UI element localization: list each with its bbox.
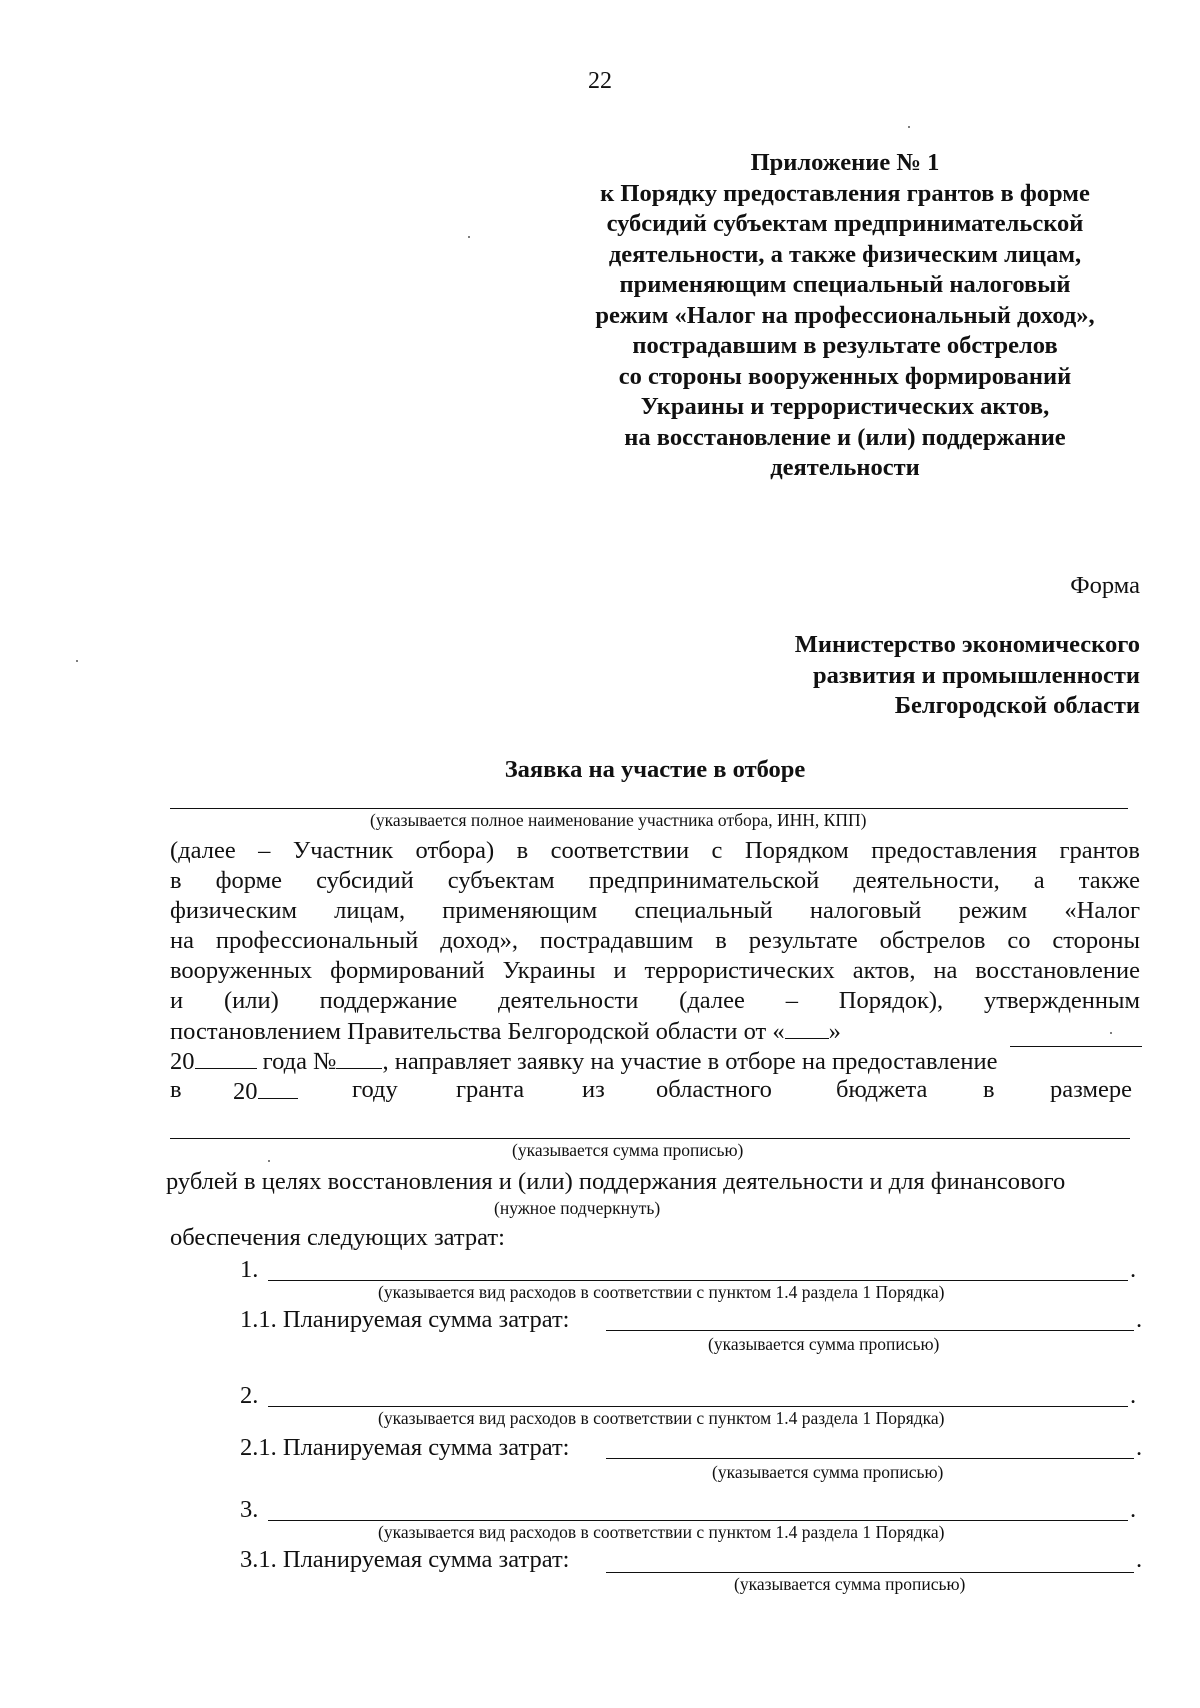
resolution-day-field[interactable]: [785, 1016, 829, 1039]
item-3-sum-field[interactable]: [606, 1572, 1134, 1573]
item-2-sum-period: .: [1136, 1434, 1143, 1461]
body-line: (далее – Участник отбора) в соответствии с Порядком предоставления грантов: [170, 837, 1140, 864]
year-word: года №: [256, 1048, 337, 1075]
word-amount: размере: [1050, 1076, 1132, 1103]
grant-year-line: [233, 1076, 298, 1106]
appendix-line: деятельности: [770, 454, 920, 481]
resolution-number-field[interactable]: [336, 1046, 382, 1069]
item-1-expense-hint: (указывается вид расходов в соответствии с пунктом 1.4 раздела 1 Порядка): [378, 1282, 945, 1302]
item-3-sum-hint: (указывается сумма прописью): [734, 1574, 966, 1594]
item-3-expense-hint: (указывается вид расходов в соответствии с пунктом 1.4 раздела 1 Порядка): [378, 1522, 945, 1542]
item-1-period: .: [1130, 1256, 1137, 1283]
addressee-line: Белгородской области: [894, 692, 1140, 719]
scan-speck: [1110, 1032, 1112, 1034]
body-line: вооруженных формирований Украины и террористических актов, на восстановление: [170, 957, 1140, 984]
grant-year-prefix: 20: [233, 1078, 258, 1105]
appendix-header: [565, 148, 1125, 484]
document-title: Заявка на участие в отборе: [504, 756, 806, 783]
item-2-expense-field[interactable]: [268, 1406, 1128, 1407]
appendix-line: применяющим специальный налоговый: [619, 271, 1071, 298]
word-regional: областного: [656, 1076, 772, 1103]
page-number: 22: [588, 68, 612, 94]
appendix-line: Украины и террористических актов,: [640, 393, 1050, 420]
word-budget: бюджета: [836, 1076, 928, 1103]
quote-close: »: [828, 1018, 841, 1045]
word-year: году: [352, 1076, 398, 1103]
item-3-expense-field[interactable]: [268, 1520, 1128, 1521]
year-number-line: [170, 1046, 997, 1076]
item-1-sum-period: .: [1136, 1306, 1143, 1333]
body-line: физическим лицам, применяющим специальный налоговый режим «Налог: [170, 897, 1140, 924]
body-line: и (или) поддержание деятельности (далее – Порядок), утвержденным: [170, 987, 1140, 1014]
item-2-sum-hint: (указывается сумма прописью): [712, 1462, 944, 1482]
word-in: в: [983, 1076, 995, 1103]
word-from: из: [582, 1076, 605, 1103]
underline-hint: (нужное подчеркнуть): [494, 1198, 661, 1218]
item-2-period: .: [1130, 1382, 1137, 1409]
appendix-line: пострадавшим в результате обстрелов: [632, 332, 1058, 359]
addressee-block: [795, 630, 1140, 722]
item-2-sum-label: 2.1. Планируемая сумма затрат:: [240, 1434, 570, 1461]
addressee-line: развития и промышленности: [813, 661, 1140, 689]
scan-speck: [468, 236, 470, 238]
grant-amount-field[interactable]: [170, 1138, 1130, 1139]
item-2-sum-field[interactable]: [606, 1458, 1134, 1459]
appendix-line: режим «Налог на профессиональный доход»,: [595, 301, 1095, 329]
item-1-expense-field[interactable]: [268, 1280, 1128, 1281]
item-1-sum-label: 1.1. Планируемая сумма затрат:: [240, 1306, 570, 1333]
item-1-sum-field[interactable]: [606, 1330, 1134, 1331]
appendix-line: деятельности, а также физическим лицам,: [608, 240, 1082, 268]
item-1-sum-hint: (указывается сумма прописью): [708, 1334, 940, 1354]
application-text: , направляет заявку на участие в отборе на предоставление: [382, 1048, 998, 1075]
appendix-line: к Порядку предоставления грантов в форме: [600, 179, 1090, 207]
costs-intro: обеспечения следующих затрат:: [170, 1224, 505, 1251]
body-line: на профессиональный доход», пострадавшим в результате обстрелов со стороны: [170, 927, 1140, 954]
word-grant: гранта: [456, 1076, 525, 1103]
year-prefix: 20: [170, 1048, 195, 1075]
form-label: Форма: [1070, 572, 1140, 599]
resolution-date-line: [170, 1016, 841, 1046]
appendix-line: субсидий субъектам предпринимательской: [606, 210, 1084, 237]
participant-name-field[interactable]: [170, 808, 1128, 809]
grant-year-field[interactable]: [258, 1076, 298, 1099]
item-2-expense-hint: (указывается вид расходов в соответствии с пунктом 1.4 раздела 1 Порядка): [378, 1408, 945, 1428]
resolution-text: постановлением Правительства Белгородской области от «: [170, 1018, 785, 1045]
scan-speck: [76, 660, 78, 662]
appendix-line: на восстановление и (или) поддержание: [624, 423, 1066, 451]
item-3-sum-label: 3.1. Планируемая сумма затрат:: [240, 1546, 570, 1573]
item-3-number: 3.: [240, 1496, 259, 1523]
scan-speck: [908, 126, 910, 128]
scan-speck: [268, 1160, 270, 1162]
body-paragraph: [170, 836, 1140, 1016]
amount-hint: (указывается сумма прописью): [512, 1140, 744, 1160]
resolution-month-field[interactable]: [1010, 1046, 1142, 1047]
participant-hint: (указывается полное наименование участника отбора, ИНН, КПП): [370, 810, 867, 830]
item-1-number: 1.: [240, 1256, 259, 1283]
grant-year-word-v: в: [170, 1076, 182, 1103]
addressee-line: Министерство экономического: [794, 631, 1140, 658]
item-3-period: .: [1130, 1496, 1137, 1523]
resolution-year-field[interactable]: [195, 1046, 257, 1069]
item-2-number: 2.: [240, 1382, 259, 1409]
item-3-sum-period: .: [1136, 1546, 1143, 1573]
appendix-line: со стороны вооруженных формирований: [618, 362, 1072, 390]
body-line: в форме субсидий субъектам предпринимательской деятельности, а также: [170, 867, 1140, 894]
appendix-line: Приложение № 1: [750, 149, 940, 176]
purpose-line: рублей в целях восстановления и (или) поддержания деятельности и для финансового: [166, 1168, 1066, 1195]
